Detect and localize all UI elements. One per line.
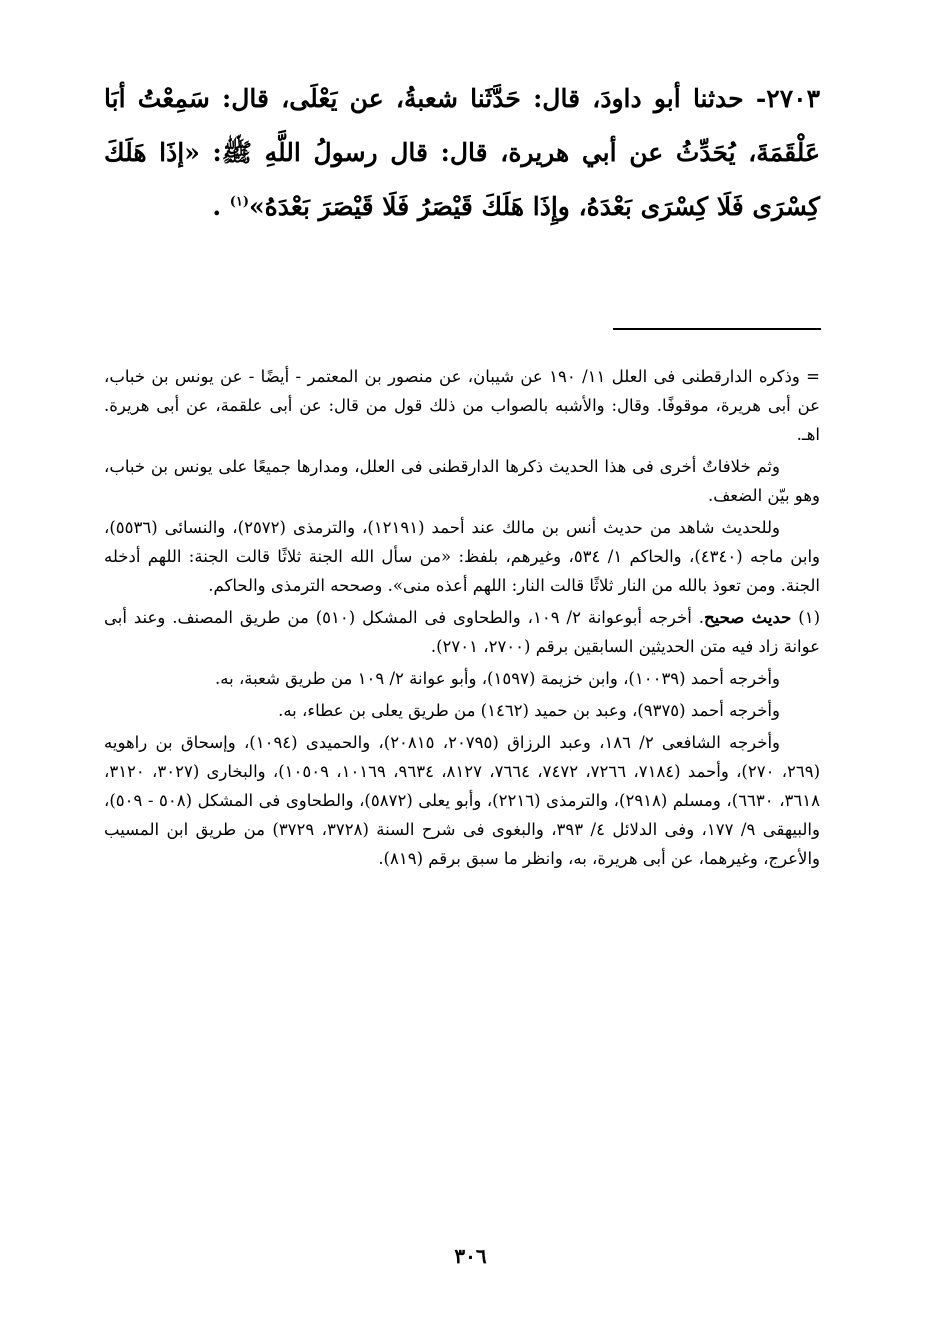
footnote-paragraph-7: وأخرجه الشافعى ٢/ ١٨٦، وعبد الرزاق (٢٠٧٩٥، ٢٠٨١٥)، والحميدى (١٠٩٤)، وإسحاق بن راهويه (٢٦٩، ٢٧٠)، وأحمد (٧١٨٤، ٧٢٦٦، ٧٤٧٢، ٧٦٦٤، ٨١٢٧، ٩٦٣٤، ١٠١٦٩، ١٠٥٠٩)، والبخارى (٣٠٢٧، ٣١٢٠، ٣٦١٨، ٦٦٣٠)، ومسلم (٢٩١٨)، والترمذى (٢٢١٦)، وأبو يعلى (٥٨٧٢)، والطحاوى فى المشكل (٥٠٨ - ٥٠٩)، والبيهقى ٩/ ١٧٧، وفى الدلائل ٤/ ٣٩٣، والبغوى فى شرح السنة (٣٧٢٨، ٣٧٢٩) من طريق ابن المسيب والأعرج، وغيرهما، عن أبى هريرة، به، وانظر ما سبق برقم (٨١٩). bbox=[104, 733, 821, 868]
footnote-paragraph-5: وأخرجه أحمد (١٠٠٣٩)، وابن خزيمة (١٥٩٧)، وأبو عوانة ٢/ ١٠٩ من طريق شعبة، به. bbox=[215, 669, 780, 688]
footnote-reference: (١) bbox=[229, 194, 250, 210]
hadith-end: . bbox=[212, 192, 230, 221]
footnote-1 bbox=[104, 603, 820, 661]
hadith-line-4: بَعْدَهُ» bbox=[249, 192, 310, 221]
footnote-paragraph-2: وثم خلافاتٌ أخرى فى هذا الحديث ذكرها الدارقطنى فى العلل، ومدارها جميعًا على يونس بن خباب، وهو بيّن الضعف. bbox=[104, 457, 820, 505]
footnote-continuation: = وذكره الدارقطنى فى العلل ١١/ ١٩٠ عن شيبان، عن منصور بن المعتمر - أيضًا - عن يونس بن خباب، عن أبى هريرة، موقوفًا. وقال: والأشبه بالصواب من ذلك قول من قال: عن أبى علقمة، عن أبى هريرة. اهـ. bbox=[104, 367, 821, 444]
footnotes-section bbox=[104, 362, 820, 876]
hadith-line-3: «إذَا هَلَكَ كِسْرَى فَلَا كِسْرَى بَعْدَهُ، وإِذَا هَلَكَ قَيْصَرُ فَلَا قَيْصَرَ bbox=[104, 138, 820, 221]
hadith-line-2: سَمِعْتُ أبَا عَلْقَمَةَ، يُحَدِّثُ عن أبي هريرة، قال: قال رسولُ اللَّهِ ﷺ: bbox=[104, 84, 820, 167]
hadith-line-1: حدثنا أبو داودَ، قال: حَدَّثَنا شعبةُ، عن يَعْلَى، قال: bbox=[222, 84, 756, 113]
footnote-1-number: (١) bbox=[791, 608, 821, 627]
footnote-separator bbox=[613, 328, 821, 330]
page-number: ٣٠٦ bbox=[454, 1244, 487, 1268]
footnote-1-grade: حديث صحيح bbox=[703, 608, 792, 627]
hadith-number: ٢٧٠٣- bbox=[755, 84, 820, 113]
hadith-text bbox=[104, 72, 820, 234]
footnote-paragraph-6: وأخرجه أحمد (٩٣٧٥)، وعبد بن حميد (١٤٦٢) من طريق يعلى بن عطاء، به. bbox=[278, 701, 780, 720]
footnote-1-text: . أخرجه أبوعوانة ٢/ ١٠٩، والطحاوى فى المشكل (٥١٠) من طريق المصنف. وعند أبى عوانة زاد فيه متن الحديثين السابقين برقم (٢٧٠٠، ٢٧٠١). bbox=[104, 608, 820, 656]
footnote-paragraph-3: وللحديث شاهد من حديث أنس بن مالك عند أحمد (١٢١٩١)، والترمذى (٢٥٧٢)، والنسائى (٥٥٣٦)، وابن ماجه (٤٣٤٠)، والحاكم ١/ ٥٣٤، وغيرهم، بلفظ: «من سأل الله الجنة ثلاثًا قالت الجنة: اللهم أدخله الجنة. ومن تعوذ بالله من النار ثلاثًا قالت النار: اللهم أعذه منى». وصححه الترمذى والحاكم. bbox=[104, 518, 820, 595]
